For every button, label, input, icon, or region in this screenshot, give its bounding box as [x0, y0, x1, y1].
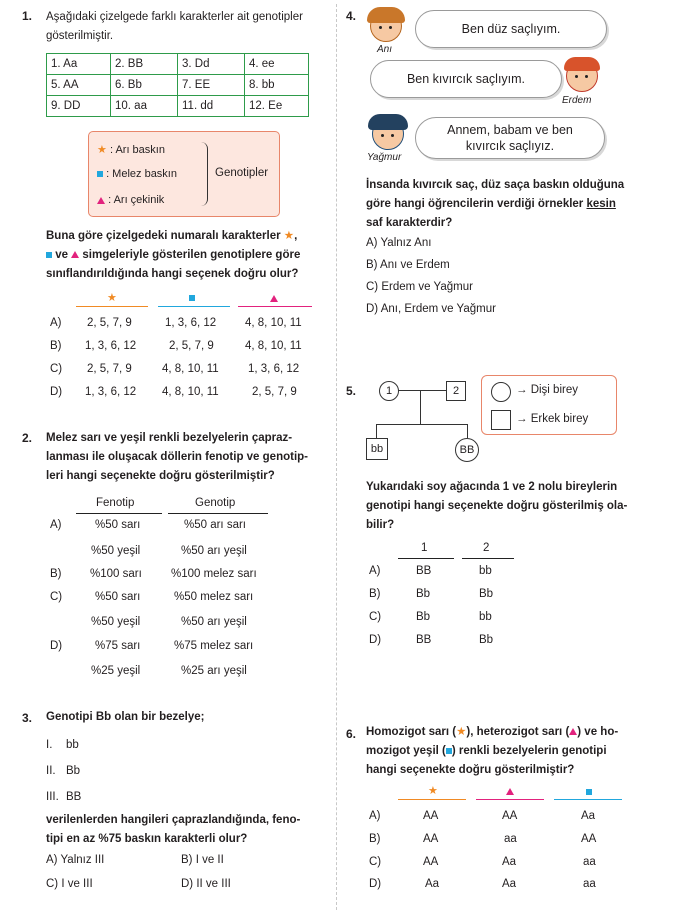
option-value: BB [416, 634, 432, 646]
genotype-table [46, 53, 309, 117]
question-number: 6. [346, 727, 357, 741]
table-cell: 4. ee [245, 54, 309, 75]
option-value: 1, 3, 6, 12 [85, 340, 137, 352]
header-underline [398, 799, 466, 800]
option-b[interactable]: B) [369, 588, 381, 600]
option-value: %50 sarı [95, 591, 141, 603]
item-value: BB [66, 791, 82, 803]
erdem-avatar [566, 60, 598, 92]
option-value: aa [583, 856, 596, 868]
question-stem: Yukarıdaki soy ağacında 1 ve 2 nolu bireylerin genotipi hangi seçenekte doğru gösterilmiş ola- bilir? [366, 481, 628, 531]
option-a[interactable]: A) [50, 519, 62, 531]
table-cell: 12. Ee [245, 96, 309, 117]
question-ask: Buna göre çizelgedeki numaralı karakterler ★, ve simgeleriyle gösterilen genotiplere göre sınıflandırıldığında hangi seçenek doğru olur? [46, 230, 301, 280]
header-underline [476, 799, 544, 800]
option-c[interactable]: C) [50, 363, 63, 375]
option-value: bb [479, 565, 492, 577]
column-divider [336, 4, 337, 910]
option-value: %50 arı yeşil [181, 545, 247, 557]
option-b[interactable]: B) I ve II [181, 854, 224, 866]
header-underline [158, 306, 230, 307]
legend-male: → Erkek birey [516, 413, 589, 425]
option-a[interactable]: A) [369, 810, 381, 822]
female-symbol [491, 382, 511, 402]
option-value: %100 melez sarı [171, 568, 257, 580]
option-value: Bb [416, 588, 431, 600]
triangle-icon [97, 197, 105, 204]
option-value: Aa [581, 810, 596, 822]
option-value: AA [581, 833, 597, 845]
male-symbol [491, 410, 511, 430]
option-value: %50 yeşil [91, 616, 141, 628]
option-value: bb [479, 611, 492, 623]
symbol-legend [88, 131, 280, 217]
option-value: AA [423, 833, 439, 845]
star-icon: ★ [456, 726, 467, 738]
triangle-icon [506, 788, 514, 795]
header-underline [76, 306, 148, 307]
column-header: 2 [483, 542, 490, 554]
option-value: %25 yeşil [91, 665, 141, 677]
question-stem: Genotipi Bb olan bir bezelye; [46, 711, 205, 723]
option-a[interactable]: A) Yalnız Anı [366, 237, 432, 249]
table-cell: 5. AA [47, 75, 111, 96]
question-stem: Homozigot sarı (★), heterozigot sarı ( ) ve ho- mozigot yeşil ( ) renkli bezelyelerin genotipi hangi seçenekte doğru gösterilmiştir? [366, 726, 619, 776]
question-stem: Melez sarı ve yeşil renkli bezelyelerin çapraz- lanması ile oluşacak döllerin fenotip ve genotip- leri hangi seçenekte doğru gösterilmiştir? [46, 432, 309, 482]
question-number: 2. [22, 431, 33, 445]
individual-2-male: 2 [446, 381, 466, 401]
option-value: Aa [502, 856, 517, 868]
header-underline [76, 513, 162, 514]
table-cell: 3. Dd [178, 54, 245, 75]
option-value: %50 arı yeşil [181, 616, 247, 628]
star-icon: ★ [97, 144, 107, 156]
option-c[interactable]: C) [369, 856, 382, 868]
option-value: Aa [502, 878, 517, 890]
option-c[interactable]: C) [369, 611, 382, 623]
option-value: 1, 3, 6, 12 [165, 317, 217, 329]
table-cell: 11. dd [178, 96, 245, 117]
column-header-phenotype: Fenotip [96, 497, 135, 509]
option-value: 4, 8, 10, 11 [245, 340, 302, 352]
option-value: %50 sarı [95, 519, 141, 531]
square-icon [97, 171, 103, 177]
table-cell: 6. Bb [111, 75, 178, 96]
question-stem: Aşağıdaki çizelgede farklı karakterler ait genotipler gösterilmiştir. [46, 11, 303, 42]
erdem-speech-bubble: Ben kıvırcık saçlıyım. [370, 60, 562, 98]
option-value: aa [504, 833, 517, 845]
pedigree-legend [481, 375, 617, 435]
yagmur-name: Yağmur [367, 152, 402, 163]
sibling-line [376, 424, 468, 425]
option-value: 1, 3, 6, 12 [248, 363, 300, 375]
option-value: %75 sarı [95, 640, 141, 652]
yagmur-avatar [372, 118, 404, 150]
ani-avatar [370, 10, 402, 42]
square-icon [586, 789, 592, 795]
header-underline [462, 558, 514, 559]
option-value: AA [423, 856, 439, 868]
item-number: III. [46, 791, 59, 803]
header-underline [398, 558, 454, 559]
individual-1-female: 1 [379, 381, 399, 401]
descent-line [420, 390, 421, 424]
item-number: II. [46, 765, 56, 777]
option-value: 4, 8, 10, 11 [245, 317, 302, 329]
option-value: 2, 5, 7, 9 [252, 386, 297, 398]
option-value: %100 sarı [90, 568, 142, 580]
question-number: 5. [346, 384, 357, 398]
triangle-icon [71, 251, 79, 258]
table-cell: 10. aa [111, 96, 178, 117]
child-male: bb [366, 438, 388, 460]
ani-speech-bubble: Ben düz saçlıyım. [415, 10, 607, 48]
option-value: 2, 5, 7, 9 [87, 317, 132, 329]
legend-dominant: ★ : Arı baskın [97, 144, 165, 156]
option-value: Aa [425, 878, 440, 890]
option-b[interactable]: B) Anı ve Erdem [366, 259, 450, 271]
item-value: bb [66, 739, 79, 751]
option-value: %50 melez sarı [174, 591, 254, 603]
child-line [376, 424, 377, 438]
header-underline [168, 513, 268, 514]
option-d[interactable]: D) [50, 386, 63, 398]
header-underline [554, 799, 622, 800]
option-a[interactable]: A) Yalnız III [46, 854, 105, 866]
question-ask: verilenlerden hangileri çaprazlandığında, feno- tipi en az %75 baskın karakterli olur? [46, 814, 301, 845]
option-value: 2, 5, 7, 9 [87, 363, 132, 375]
table-row [47, 96, 309, 117]
option-value: AA [423, 810, 439, 822]
column-header: 1 [421, 542, 428, 554]
option-value: Bb [479, 634, 494, 646]
star-icon: ★ [107, 292, 117, 304]
option-value: Bb [479, 588, 494, 600]
option-c[interactable]: C) Erdem ve Yağmur [366, 281, 473, 293]
square-icon [189, 295, 195, 301]
ani-name: Anı [377, 44, 393, 55]
brace [201, 142, 208, 206]
option-value: %75 melez sarı [174, 640, 254, 652]
yagmur-speech-bubble: Annem, babam ve ben kıvırcık saçlıyız. [415, 117, 605, 159]
table-cell: 9. DD [47, 96, 111, 117]
table-cell: 1. Aa [47, 54, 111, 75]
table-cell: 2. BB [111, 54, 178, 75]
question-number: 1. [22, 9, 33, 23]
option-value: 4, 8, 10, 11 [162, 386, 219, 398]
option-value: %50 arı sarı [184, 519, 246, 531]
option-b[interactable]: B) [50, 568, 62, 580]
option-value: 4, 8, 10, 11 [162, 363, 219, 375]
option-a[interactable]: A) [369, 565, 381, 577]
header-underline [238, 306, 312, 307]
triangle-icon [270, 295, 278, 302]
option-a[interactable]: A) [50, 317, 62, 329]
item-value: Bb [66, 765, 81, 777]
option-value: 2, 5, 7, 9 [169, 340, 214, 352]
option-value: BB [416, 565, 432, 577]
option-value: 1, 3, 6, 12 [85, 386, 137, 398]
column-header-genotype: Genotip [195, 497, 236, 509]
legend-group-label: Genotipler [215, 167, 269, 179]
item-number: I. [46, 739, 53, 751]
option-c[interactable]: C) I ve III [46, 878, 93, 890]
option-d[interactable]: D) [50, 640, 63, 652]
option-d[interactable]: D) II ve III [181, 878, 231, 890]
option-d[interactable]: D) [369, 878, 382, 890]
option-value: Bb [416, 611, 431, 623]
table-cell: 8. bb [245, 75, 309, 96]
option-value: %25 arı yeşil [181, 665, 247, 677]
legend-recessive: : Arı çekinik [97, 194, 164, 206]
child-female: BB [455, 438, 479, 462]
star-icon: ★ [283, 230, 295, 242]
option-value: aa [583, 878, 596, 890]
option-d[interactable]: D) Anı, Erdem ve Yağmur [366, 303, 496, 315]
question-number: 3. [22, 711, 33, 725]
legend-hybrid: : Melez baskın [97, 168, 177, 180]
square-icon [46, 252, 52, 258]
emphasis-word: kesin [586, 198, 616, 210]
option-value: %50 yeşil [91, 545, 141, 557]
option-c[interactable]: C) [50, 591, 63, 603]
question-ask: İnsanda kıvırcık saç, düz saça baskın olduğuna göre hangi öğrencilerin verdiği örnekler kesin saf karakterdir? [366, 179, 625, 229]
option-b[interactable]: B) [50, 340, 62, 352]
child-line [467, 424, 468, 438]
option-d[interactable]: D) [369, 634, 382, 646]
table-row [47, 54, 309, 75]
table-row [47, 75, 309, 96]
table-cell: 7. EE [178, 75, 245, 96]
question-number: 4. [346, 9, 357, 23]
legend-female: → Dişi birey [516, 384, 578, 396]
erdem-name: Erdem [562, 95, 592, 106]
option-value: AA [502, 810, 518, 822]
option-b[interactable]: B) [369, 833, 381, 845]
star-icon: ★ [428, 785, 438, 797]
